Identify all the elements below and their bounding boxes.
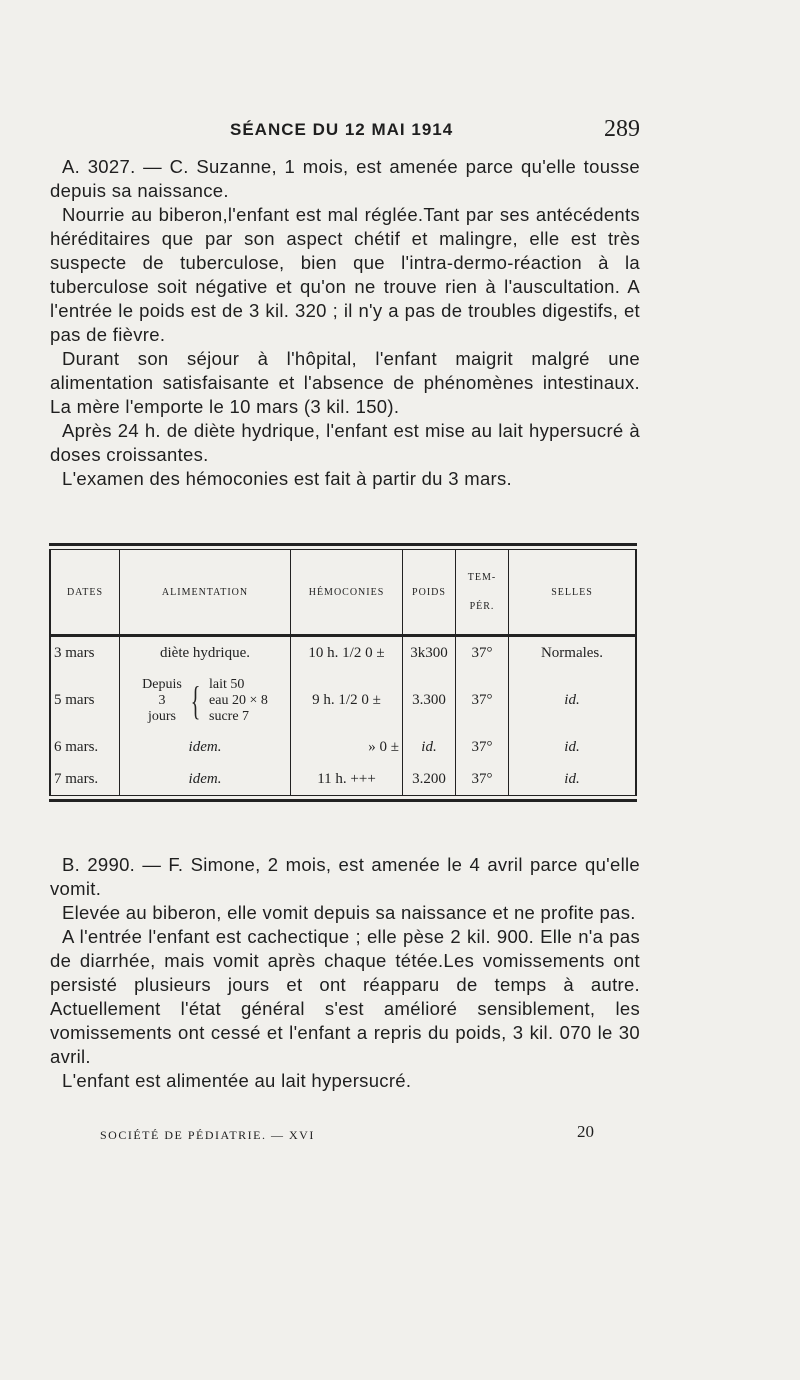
header-spacer (459, 583, 505, 601)
cell-temperature: 37° (456, 731, 509, 763)
cell-temperature: 37° (456, 763, 509, 796)
cell-poids: 3k300 (403, 636, 456, 670)
header-temperature-line-1: TEM- (467, 572, 497, 583)
signature-number: 20 (577, 1122, 594, 1141)
paragraph: Après 24 h. de diète hydrique, l'enfant est mise au lait hypersucré à doses croissantes. (50, 420, 640, 465)
table-row (50, 636, 636, 670)
table-row (50, 731, 636, 763)
formula-duration-line: jours (147, 708, 176, 724)
cell-poids: id. (403, 731, 456, 763)
paragraph: L'examen des hémoconies est fait à partir du 3 mars. (62, 468, 512, 489)
paragraph: L'enfant est alimentée au lait hypersucré. (62, 1070, 412, 1091)
cell-date: 5 mars (50, 669, 120, 731)
cell-selles: id. (509, 763, 637, 796)
header-hemoconies: HÉMOCONIES (291, 550, 403, 636)
formula-component: sucre 7 (209, 708, 250, 724)
paragraph: Durant son séjour à l'hôpital, l'enfant maigrit malgré une alimentation satisfaisante et l'absence de phénomènes intestinaux. La mère l'emporte le 10 mars (3 kil. 150). (50, 348, 640, 417)
paragraph: Elevée au biberon, elle vomit depuis sa naissance et ne profite pas. (62, 902, 636, 923)
formula-duration (142, 677, 182, 725)
running-title: SÉANCE DU 12 MAI 1914 (230, 120, 454, 139)
header-alimentation: ALIMENTATION (120, 550, 291, 636)
cell-hemoconies: 10 h. 1/2 0 ± (291, 636, 403, 670)
paragraph: Nourrie au biberon,l'enfant est mal réglée.Tant par ses antécédents héréditaires que par son aspect chétif et malingre, elle est très suspecte de tuberculose, bien que l'intra-dermo-réaction à la tuberculose soit négative et qu'on ne trouve rien à l'auscultation. A l'entrée le poids est de 3 kil. 320 ; il n'y a pas de troubles digestifs, et pas de fièvre. (50, 204, 640, 345)
cell-date: 7 mars. (50, 763, 120, 796)
cell-poids: 3.300 (403, 669, 456, 731)
cell-alimentation: idem. (120, 731, 291, 763)
header-selles: SELLES (509, 550, 637, 636)
table-header-row (50, 550, 636, 636)
cell-poids: 3.200 (403, 763, 456, 796)
paragraph: A. 3027. — C. Suzanne, 1 mois, est amenée parce qu'elle tousse depuis sa naissance. (50, 156, 640, 201)
cell-selles: id. (509, 669, 637, 731)
cell-temperature: 37° (456, 636, 509, 670)
cell-hemoconies: 9 h. 1/2 0 ± (291, 669, 403, 731)
data-table-frame (49, 543, 637, 802)
footer-publication: SOCIÉTÉ DE PÉDIATRIE. — XVI (100, 1128, 315, 1142)
cell-alimentation: diète hydrique. (120, 636, 291, 670)
alimentation-formula (142, 677, 268, 725)
cell-selles: Normales. (509, 636, 637, 670)
cell-date: 6 mars. (50, 731, 120, 763)
paragraph: B. 2990. — F. Simone, 2 mois, est amenée le 4 avril parce qu'elle vomit. (50, 854, 640, 899)
data-table (49, 549, 637, 796)
case-a-text (50, 155, 640, 491)
formula-components (209, 677, 268, 725)
formula-duration-line: Depuis (142, 676, 182, 692)
formula-component: lait 50 (209, 676, 245, 692)
table-row (50, 763, 636, 796)
header-dates: DATES (50, 550, 120, 636)
cell-date: 3 mars (50, 636, 120, 670)
header-poids: POIDS (403, 550, 456, 636)
cell-hemoconies: » 0 ± (291, 731, 403, 763)
header-temperature (456, 550, 509, 636)
case-b-text (50, 853, 640, 1093)
page-footer (100, 1122, 600, 1146)
header-temperature-line-2: PÉR. (469, 601, 495, 612)
cell-selles: id. (509, 731, 637, 763)
cell-hemoconies: 11 h. +++ (291, 763, 403, 796)
cell-alimentation (120, 669, 291, 731)
running-head (50, 116, 640, 146)
table-row (50, 669, 636, 731)
cell-temperature: 37° (456, 669, 509, 731)
formula-duration-line: 3 (158, 692, 166, 708)
cell-alimentation: idem. (120, 763, 291, 796)
formula-component: eau 20 × 8 (209, 692, 268, 708)
page-number: 289 (604, 116, 640, 142)
paragraph: A l'entrée l'enfant est cachectique ; elle pèse 2 kil. 900. Elle n'a pas de diarrhée, mais vomit après chaque tétée.Les vomissements ont persisté plusieurs jours et ont réapparu de temps à autre. Actuellement l'état général s'est amélioré sensiblement, les vomissements ont cessé et l'enfant a repris du poids, 3 kil. 070 le 30 avril. (50, 926, 640, 1067)
brace-icon: { (190, 677, 201, 723)
